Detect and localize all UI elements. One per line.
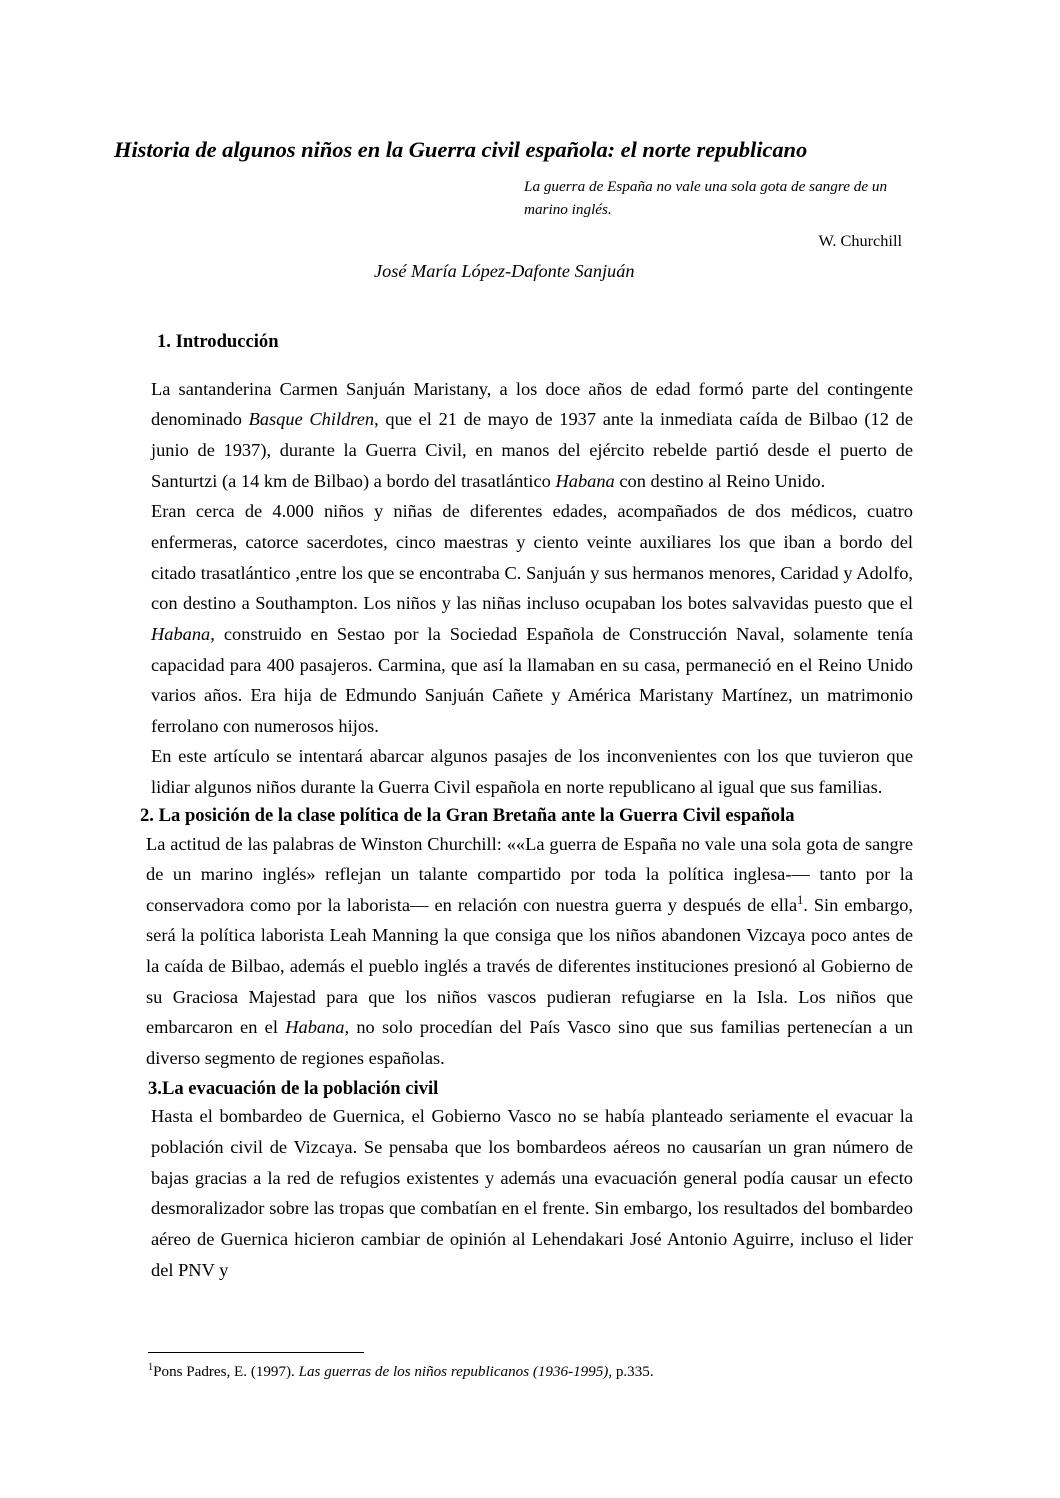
text-run: Eran cerca de 4.000 niños y niñas de diferentes edades, acompañados de dos médicos, cuatro enfermeras, catorce sacerdotes, cinco maestras y ciento veinte auxiliares los que iban a bordo del citado trasatlántico ,entre los que se encontraba C. Sanjuán y sus hermanos menores, Caridad y Adolfo, con destino a Southampton. Los niños y las niñas incluso ocupaban los botes salvavidas puesto que el [151,501,913,614]
italic-run: Habana [285,1017,345,1038]
section-heading-1: 1. Introducción [157,331,279,352]
italic-run: Las guerras de los niños republicanos (1936-1995) [298,1364,609,1380]
text-run: , construido en Sestao por la Sociedad Española de Construcción Naval, solamente tenía capacidad para 400 pasajeros. Carmina, que así la llamaban en su casa, permaneció en el Reino Unido varios años. Era hija de Edmundo Sanjuán Cañete y América Maristany Martínez, un matrimonio ferrolano con numerosos hijos. [151,623,913,736]
paragraph [0,829,1060,1074]
author-name: José María López-Dafonte Sanjuán [374,261,635,281]
text-run: , p.335. [608,1364,654,1380]
italic-run: Habana [555,470,615,491]
paragraph [0,374,1060,497]
text-run: , no solo procedían del País Vasco sino que sus familias pertenecían a un diverso segmento de regiones españolas. [146,1017,914,1069]
italic-run: Habana [151,623,211,644]
paragraph [0,1101,1060,1285]
section-heading-3: 3.La evacuación de la población civil [148,1077,439,1099]
document-body [0,330,1060,1285]
text-run: Hasta el bombardeo de Guernica, el Gobierno Vasco no se había planteado seriamente el evacuar la población civil de Vizcaya. Se pensaba que los bombardeos aéreos no causarían un gran número de bajas gracias a la red de refugios existentes y además una evacuación general podía causar un efecto desmoralizador sobre las tropas que combatían en el frente. Sin embargo, los resultados del bombardeo aéreo de Guernica hicieron cambiar de opinión al Lehendakari José Antonio Aguirre, incluso el lider del PNV y [151,1106,913,1280]
footnote-citation [153,1364,653,1380]
footnote-marker: 1 [148,1361,154,1373]
paragraph [0,496,1060,741]
text-run: La santanderina Carmen Sanjuán Maristany, a los doce años de edad formó parte del contingente denominado [151,378,913,430]
footnote-area [148,1352,918,1382]
footnote-reference: 1 [797,892,804,907]
text-run: , que el 21 de mayo de 1937 ante la inmediata caída de Bilbao (12 de junio de 1937), durante la Guerra Civil, en manos del ejército rebelde partió desde el puerto de Santurtzi (a 14 km de Bilbao) a bordo del trasatlántico [151,409,913,491]
page-title: Historia de algunos niños en la Guerra civil española: el norte republicano [114,137,808,163]
section-heading-2: 2. La posición de la clase política de la Gran Bretaña ante la Guerra Civil española [140,804,795,826]
epigraph-quote: La guerra de España no vale una sola gota de sangre de un marino inglés. [524,178,888,218]
italic-run: Basque Children [248,409,375,430]
footnote-text [148,1362,918,1382]
footnote-separator [148,1352,364,1353]
epigraph-attribution: W. Churchill [818,230,902,250]
text-run: La actitud de las palabras de Winston Churchill: ««La guerra de España no vale una sola gota de sangre de un marino inglés» reflejan un talante compartido por toda la política inglesa-— tanto por la conservadora como por la laborista— en relación con nuestra guerra y después de ella [146,833,913,915]
text-run: En este artículo se intentará abarcar algunos pasajes de los inconvenientes con los que tuvieron que lidiar algunos niños durante la Guerra Civil española en norte republicano al igual que sus familias. [151,746,913,798]
paragraph [0,741,1060,802]
epigraph-block [524,176,902,250]
text-run: con destino al Reino Unido. [614,470,826,491]
text-run: . Sin embargo, será la política laborista Leah Manning la que consiga que los niños abandonen Vizcaya poco antes de la caída de Bilbao, además el pueblo inglés a través de diferentes instituciones presionó al Gobierno de su Graciosa Majestad para que los niños vascos pudieran refugiarse en la Isla. Los niños que embarcaron en el [146,894,913,1038]
text-run: Pons Padres, E. (1997). [153,1364,299,1380]
